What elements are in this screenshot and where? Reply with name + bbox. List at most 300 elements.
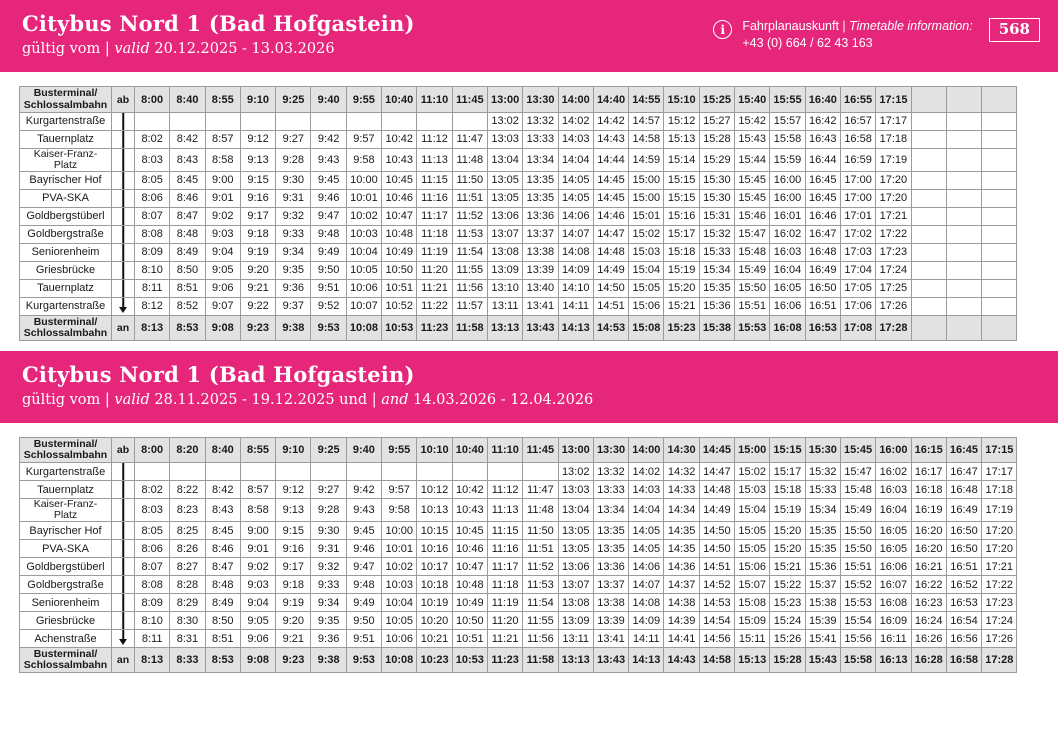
time-cell: 9:18 [240, 225, 275, 243]
time-cell: 16:20 [911, 540, 946, 558]
time-cell [946, 171, 981, 189]
direction-arrow-cell [112, 189, 135, 207]
time-cell: 15:41 [805, 630, 840, 648]
time-cell: 9:04 [240, 594, 275, 612]
table-row [20, 112, 1017, 130]
time-cell [911, 112, 946, 130]
time-cell: 11:19 [417, 243, 452, 261]
time-cell: 16:08 [876, 594, 911, 612]
time-cell [911, 297, 946, 315]
time-cell: 13:43 [593, 648, 628, 673]
time-cell: 17:21 [982, 558, 1017, 576]
time-cell: 11:18 [487, 576, 522, 594]
time-cell: 16:02 [876, 463, 911, 481]
time-cell: 10:10 [417, 438, 452, 463]
time-cell: 10:01 [346, 189, 381, 207]
time-cell [911, 87, 946, 112]
time-cell: 10:08 [346, 315, 381, 340]
time-cell: 11:50 [452, 171, 487, 189]
time-cell: 13:05 [558, 540, 593, 558]
time-cell: 15:40 [735, 87, 770, 112]
time-cell: 11:47 [452, 130, 487, 148]
time-cell: 16:04 [876, 499, 911, 522]
time-cell: 14:38 [664, 594, 699, 612]
time-cell: 11:47 [523, 481, 558, 499]
time-cell: 8:09 [135, 243, 170, 261]
time-cell: 14:08 [558, 243, 593, 261]
time-cell: 15:44 [735, 148, 770, 171]
time-cell: 14:49 [699, 499, 734, 522]
time-cell: 14:39 [664, 612, 699, 630]
time-cell: 10:21 [417, 630, 452, 648]
time-cell: 9:15 [276, 522, 311, 540]
time-cell: 15:05 [735, 540, 770, 558]
time-cell: 10:06 [346, 279, 381, 297]
time-cell: 9:49 [311, 243, 346, 261]
time-cell: 14:58 [629, 130, 664, 148]
time-cell: 17:17 [876, 112, 911, 130]
time-cell: 15:06 [629, 297, 664, 315]
time-cell: 14:08 [629, 594, 664, 612]
time-cell: 16:58 [840, 130, 875, 148]
time-cell: 15:50 [735, 279, 770, 297]
time-cell: 16:47 [805, 225, 840, 243]
time-cell: 9:45 [311, 171, 346, 189]
time-cell: 13:43 [523, 315, 558, 340]
time-cell: 14:05 [629, 540, 664, 558]
time-cell: 13:03 [487, 130, 522, 148]
validity-value-1: 20.12.2025 - 13.03.2026 [154, 41, 335, 58]
direction-arrow-cell [112, 576, 135, 594]
time-cell: 8:05 [135, 171, 170, 189]
time-cell: 15:00 [735, 438, 770, 463]
time-cell: 11:16 [417, 189, 452, 207]
info-icon: i [713, 20, 732, 39]
time-cell [911, 171, 946, 189]
time-cell: 10:43 [382, 148, 417, 171]
time-cell: 15:19 [664, 261, 699, 279]
time-cell: 9:53 [346, 648, 381, 673]
time-cell: 8:02 [135, 481, 170, 499]
time-cell: 8:00 [135, 438, 170, 463]
stop-name: Kurgartenstraße [20, 297, 112, 315]
direction-arrow-cell [112, 481, 135, 499]
time-cell: 14:35 [664, 522, 699, 540]
direction-arrow-cell [112, 540, 135, 558]
time-cell: 9:20 [240, 261, 275, 279]
validity-label-de-2: gültig vom | [22, 391, 110, 408]
time-cell: 8:23 [170, 499, 205, 522]
time-cell: 11:13 [487, 499, 522, 522]
time-cell: 13:35 [593, 522, 628, 540]
time-cell: 17:03 [840, 243, 875, 261]
time-cell: 10:19 [417, 594, 452, 612]
time-cell: 15:33 [805, 481, 840, 499]
time-cell: 15:58 [770, 130, 805, 148]
time-cell: 9:57 [382, 481, 417, 499]
time-cell: 13:36 [523, 207, 558, 225]
time-cell: 11:45 [452, 87, 487, 112]
time-cell: 14:46 [593, 207, 628, 225]
stop-name: Bayrischer Hof [20, 171, 112, 189]
time-cell: 10:47 [382, 207, 417, 225]
time-cell: 15:45 [840, 438, 875, 463]
time-cell: 14:45 [699, 438, 734, 463]
time-cell: 10:47 [452, 558, 487, 576]
time-cell: 16:19 [911, 499, 946, 522]
direction-arrow-cell [112, 207, 135, 225]
time-cell: 15:34 [805, 499, 840, 522]
time-cell: 15:46 [735, 207, 770, 225]
time-cell: 17:00 [840, 171, 875, 189]
time-cell: 9:36 [311, 630, 346, 648]
time-cell: 15:02 [629, 225, 664, 243]
direction-arrow-cell [112, 225, 135, 243]
time-cell [911, 207, 946, 225]
time-cell: 16:20 [911, 522, 946, 540]
time-cell: 17:24 [982, 612, 1017, 630]
time-cell: 15:21 [770, 558, 805, 576]
time-cell: 9:58 [382, 499, 417, 522]
time-cell: 16:44 [805, 148, 840, 171]
time-cell: 14:33 [664, 481, 699, 499]
time-cell: 8:52 [170, 297, 205, 315]
time-cell: 15:37 [805, 576, 840, 594]
time-cell: 14:55 [629, 87, 664, 112]
time-cell: 16:04 [770, 261, 805, 279]
time-cell [135, 112, 170, 130]
time-cell [911, 130, 946, 148]
time-cell [240, 463, 275, 481]
time-cell: 10:23 [417, 648, 452, 673]
time-cell: 14:34 [664, 499, 699, 522]
time-cell: 16:03 [770, 243, 805, 261]
time-cell: 17:15 [876, 87, 911, 112]
validity-label-de-1: gültig vom | [22, 41, 110, 58]
direction-arrow-cell [112, 279, 135, 297]
time-cell: 14:50 [593, 279, 628, 297]
time-cell: 8:49 [170, 243, 205, 261]
time-cell: 9:27 [276, 130, 311, 148]
time-cell: 15:06 [735, 558, 770, 576]
direction-arrow-cell [112, 522, 135, 540]
time-cell: 16:57 [840, 112, 875, 130]
arrival-marker: an [112, 315, 135, 340]
time-cell: 16:53 [805, 315, 840, 340]
time-cell: 11:54 [452, 243, 487, 261]
time-cell [946, 315, 981, 340]
time-cell: 9:10 [240, 87, 275, 112]
time-cell: 15:20 [770, 522, 805, 540]
table-row [20, 438, 1017, 463]
time-cell: 15:30 [805, 438, 840, 463]
time-cell: 14:48 [699, 481, 734, 499]
time-cell [946, 148, 981, 171]
time-cell: 14:11 [629, 630, 664, 648]
time-cell: 15:22 [770, 576, 805, 594]
departure-marker: ab [112, 87, 135, 112]
time-cell: 15:08 [629, 315, 664, 340]
time-cell: 13:30 [593, 438, 628, 463]
time-cell [982, 261, 1017, 279]
time-cell: 9:30 [276, 171, 311, 189]
time-cell: 15:12 [664, 112, 699, 130]
time-cell: 17:17 [982, 463, 1017, 481]
time-cell: 17:19 [876, 148, 911, 171]
time-cell: 8:53 [170, 315, 205, 340]
time-cell: 16:43 [805, 130, 840, 148]
time-cell: 8:03 [135, 148, 170, 171]
time-cell: 16:49 [805, 261, 840, 279]
time-cell: 15:26 [770, 630, 805, 648]
time-cell: 10:46 [452, 540, 487, 558]
time-cell [417, 112, 452, 130]
time-cell: 15:56 [840, 630, 875, 648]
time-cell: 13:00 [487, 87, 522, 112]
time-cell: 14:32 [664, 463, 699, 481]
time-cell: 13:39 [593, 612, 628, 630]
time-cell [382, 463, 417, 481]
time-cell: 9:38 [276, 315, 311, 340]
time-cell: 9:40 [346, 438, 381, 463]
time-cell: 14:13 [558, 315, 593, 340]
time-cell: 10:49 [452, 594, 487, 612]
time-cell: 10:16 [417, 540, 452, 558]
time-cell: 14:54 [699, 612, 734, 630]
time-cell: 13:10 [487, 279, 522, 297]
time-cell: 11:13 [417, 148, 452, 171]
time-cell: 11:10 [417, 87, 452, 112]
time-cell: 8:55 [205, 87, 240, 112]
time-cell: 13:06 [487, 207, 522, 225]
time-cell: 9:01 [240, 540, 275, 558]
time-cell: 14:50 [699, 522, 734, 540]
time-cell: 17:04 [840, 261, 875, 279]
line-number-badge: 568 [989, 18, 1040, 42]
time-cell: 9:34 [311, 594, 346, 612]
time-cell: 10:04 [346, 243, 381, 261]
time-cell: 11:19 [487, 594, 522, 612]
direction-arrow-cell [112, 171, 135, 189]
time-cell: 15:25 [699, 87, 734, 112]
time-cell: 16:21 [911, 558, 946, 576]
time-cell: 10:50 [382, 261, 417, 279]
time-cell: 9:19 [276, 594, 311, 612]
time-cell: 11:56 [523, 630, 558, 648]
time-cell: 10:01 [382, 540, 417, 558]
time-cell: 13:38 [593, 594, 628, 612]
time-cell: 16:50 [805, 279, 840, 297]
time-cell: 9:46 [346, 540, 381, 558]
time-cell: 17:01 [840, 207, 875, 225]
time-cell: 9:02 [205, 207, 240, 225]
time-cell: 9:32 [276, 207, 311, 225]
time-cell: 11:17 [487, 558, 522, 576]
time-cell [911, 189, 946, 207]
time-cell: 10:08 [382, 648, 417, 673]
time-cell: 16:51 [946, 558, 981, 576]
time-cell: 16:54 [946, 612, 981, 630]
time-cell [946, 279, 981, 297]
time-cell: 14:04 [629, 499, 664, 522]
time-cell: 9:32 [311, 558, 346, 576]
time-cell: 11:22 [417, 297, 452, 315]
time-cell: 14:07 [629, 576, 664, 594]
time-cell: 14:06 [558, 207, 593, 225]
time-cell [982, 189, 1017, 207]
time-cell: 16:23 [911, 594, 946, 612]
time-cell: 13:37 [523, 225, 558, 243]
time-cell: 15:08 [735, 594, 770, 612]
timetable-wrap-1 [0, 72, 1058, 350]
time-cell: 17:02 [840, 225, 875, 243]
time-cell: 15:34 [699, 261, 734, 279]
time-cell: 8:13 [135, 648, 170, 673]
time-cell: 8:42 [205, 481, 240, 499]
time-cell: 13:11 [558, 630, 593, 648]
time-cell: 10:42 [382, 130, 417, 148]
time-cell [982, 171, 1017, 189]
direction-arrow-cell [112, 243, 135, 261]
time-cell: 15:29 [699, 148, 734, 171]
time-cell: 14:51 [593, 297, 628, 315]
time-cell: 16:50 [946, 522, 981, 540]
time-cell: 14:04 [558, 148, 593, 171]
time-cell: 13:02 [558, 463, 593, 481]
time-cell: 9:05 [240, 612, 275, 630]
time-cell: 14:05 [629, 522, 664, 540]
time-cell: 16:56 [946, 630, 981, 648]
time-cell: 15:35 [805, 522, 840, 540]
time-cell: 9:22 [240, 297, 275, 315]
time-cell: 16:06 [876, 558, 911, 576]
time-cell: 8:48 [170, 225, 205, 243]
stop-name: Tauernplatz [20, 481, 112, 499]
time-cell: 14:59 [629, 148, 664, 171]
direction-arrow-cell [112, 630, 135, 648]
time-cell: 8:51 [205, 630, 240, 648]
time-cell [452, 463, 487, 481]
time-cell: 9:06 [240, 630, 275, 648]
time-cell: 11:18 [417, 225, 452, 243]
time-cell: 10:51 [382, 279, 417, 297]
time-cell: 15:04 [735, 499, 770, 522]
time-cell: 11:55 [523, 612, 558, 630]
time-cell: 16:22 [911, 576, 946, 594]
time-cell [170, 112, 205, 130]
time-cell: 9:08 [205, 315, 240, 340]
time-cell: 10:45 [382, 171, 417, 189]
time-cell: 15:53 [735, 315, 770, 340]
time-cell: 10:04 [382, 594, 417, 612]
direction-arrow-cell [112, 463, 135, 481]
time-cell: 15:51 [840, 558, 875, 576]
timetable-information [742, 18, 972, 52]
time-cell: 14:13 [629, 648, 664, 673]
time-cell: 15:57 [770, 112, 805, 130]
time-cell: 17:23 [982, 594, 1017, 612]
time-cell: 8:10 [135, 612, 170, 630]
time-cell: 17:05 [840, 279, 875, 297]
time-cell: 11:53 [523, 576, 558, 594]
time-cell: 9:16 [276, 540, 311, 558]
time-cell: 14:37 [664, 576, 699, 594]
time-cell: 10:13 [417, 499, 452, 522]
time-cell [982, 130, 1017, 148]
time-cell: 15:16 [664, 207, 699, 225]
direction-arrow-cell [112, 558, 135, 576]
time-cell: 14:53 [593, 315, 628, 340]
time-cell: 10:00 [382, 522, 417, 540]
time-cell: 8:48 [205, 576, 240, 594]
time-cell: 11:52 [452, 207, 487, 225]
time-cell: 9:30 [311, 522, 346, 540]
time-cell [982, 297, 1017, 315]
arrival-marker: an [112, 648, 135, 673]
time-cell: 16:45 [805, 189, 840, 207]
time-cell [487, 463, 522, 481]
time-cell: 16:47 [946, 463, 981, 481]
time-cell: 8:31 [170, 630, 205, 648]
table-row [20, 225, 1017, 243]
time-cell: 8:43 [170, 148, 205, 171]
time-cell: 14:03 [629, 481, 664, 499]
time-cell: 9:55 [346, 87, 381, 112]
time-cell: 9:48 [346, 576, 381, 594]
time-cell [946, 207, 981, 225]
time-cell [382, 112, 417, 130]
time-cell: 15:36 [805, 558, 840, 576]
time-cell: 13:35 [523, 189, 558, 207]
time-cell: 15:50 [840, 522, 875, 540]
time-cell: 10:42 [452, 481, 487, 499]
time-cell: 16:07 [876, 576, 911, 594]
time-cell: 11:21 [417, 279, 452, 297]
time-cell: 9:51 [346, 630, 381, 648]
time-cell: 9:45 [346, 522, 381, 540]
time-cell: 17:20 [876, 171, 911, 189]
time-cell: 9:43 [311, 148, 346, 171]
time-cell: 14:41 [664, 630, 699, 648]
time-cell: 15:00 [629, 171, 664, 189]
table-row [20, 594, 1017, 612]
time-cell: 9:50 [311, 261, 346, 279]
time-cell: 13:34 [593, 499, 628, 522]
time-cell: 10:51 [452, 630, 487, 648]
time-cell: 11:58 [452, 315, 487, 340]
time-cell: 17:28 [876, 315, 911, 340]
time-cell [911, 148, 946, 171]
time-cell: 16:28 [911, 648, 946, 673]
time-cell: 8:55 [240, 438, 275, 463]
direction-arrow-cell [112, 112, 135, 130]
time-cell: 8:53 [205, 648, 240, 673]
time-cell: 17:00 [840, 189, 875, 207]
time-cell: 16:00 [876, 438, 911, 463]
time-cell: 14:50 [699, 540, 734, 558]
time-cell: 16:45 [946, 438, 981, 463]
time-cell: 14:56 [699, 630, 734, 648]
time-cell: 17:19 [982, 499, 1017, 522]
time-cell: 10:46 [382, 189, 417, 207]
time-cell: 9:34 [276, 243, 311, 261]
time-cell: 15:27 [699, 112, 734, 130]
time-cell: 9:27 [311, 481, 346, 499]
time-cell: 9:28 [276, 148, 311, 171]
info-line1-en: Timetable information: [849, 19, 973, 33]
time-cell: 8:10 [135, 261, 170, 279]
time-cell: 13:02 [487, 112, 522, 130]
